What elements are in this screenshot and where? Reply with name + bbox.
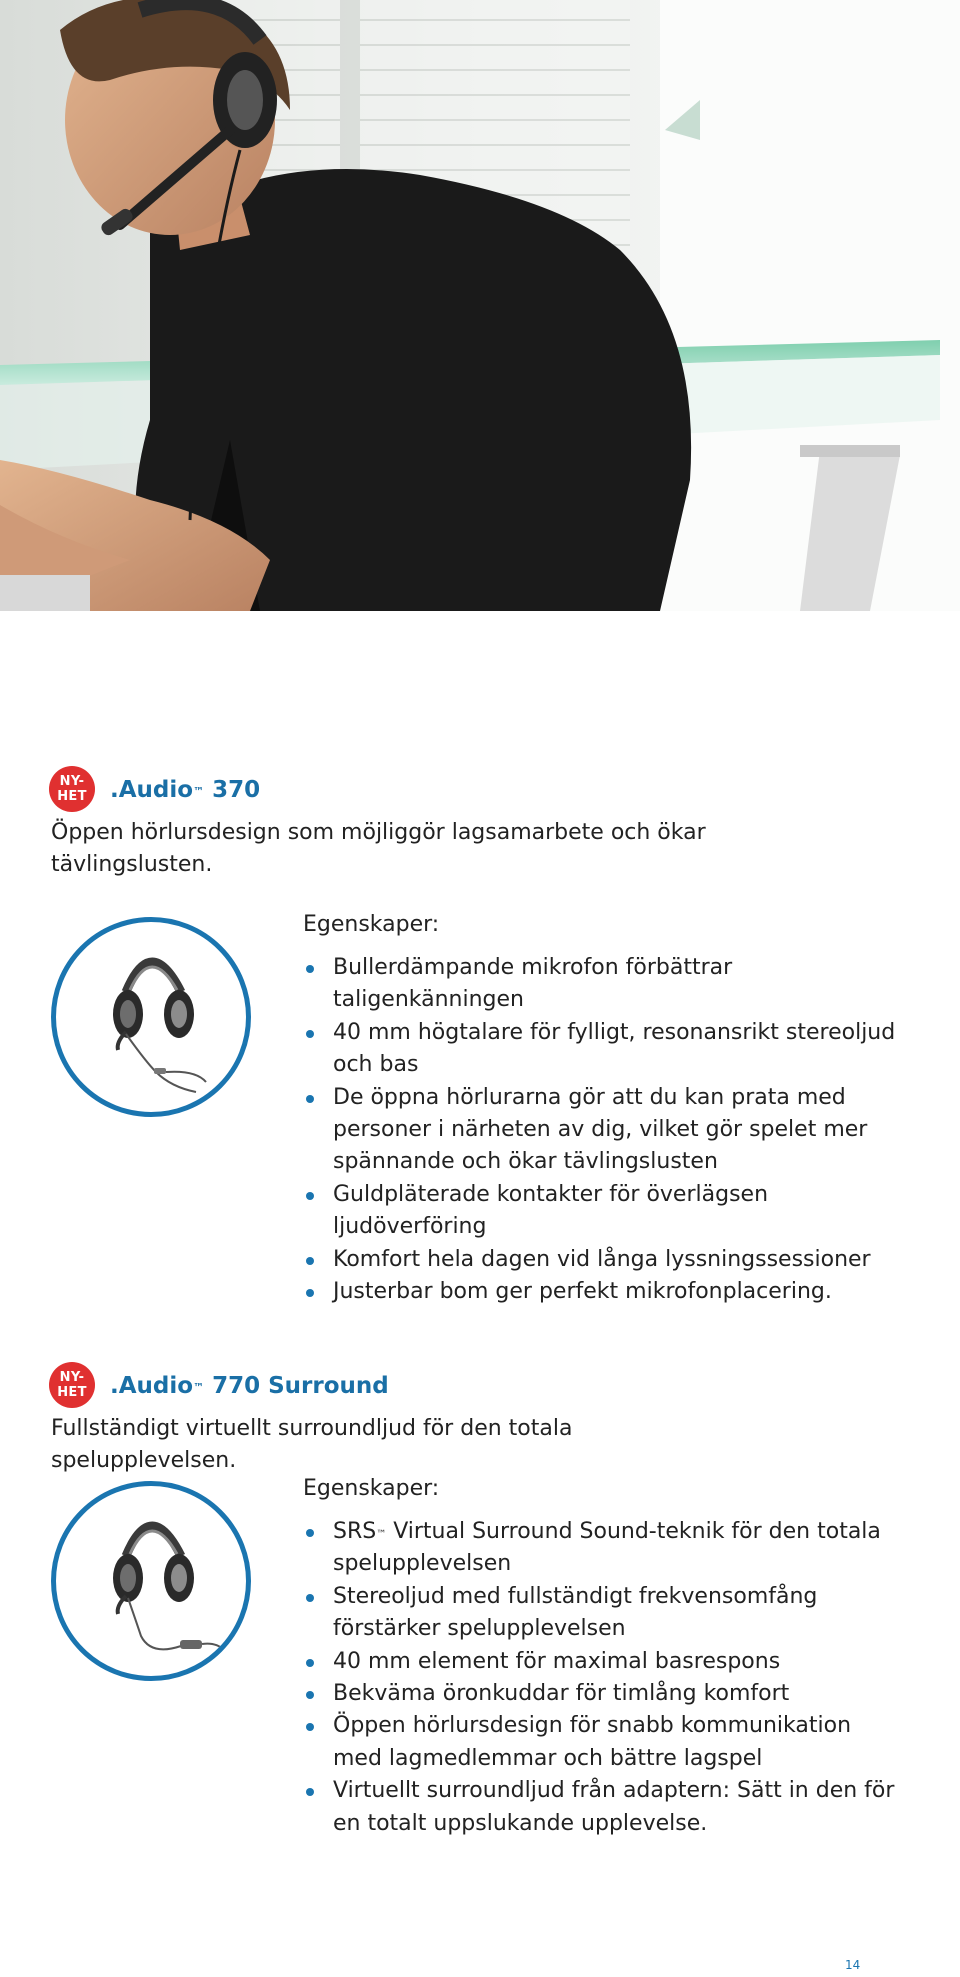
badge-line-2: HET: [57, 1385, 87, 1400]
feature-item: Stereoljud med fullständigt frekvensomfång förstärker spelupplevelsen: [303, 1581, 903, 1646]
headset-icon: [56, 922, 246, 1112]
feature-item: Bekväma öronkuddar för timlång komfort: [303, 1678, 903, 1710]
badge-line-1: NY-: [59, 774, 85, 789]
feature-item: 40 mm element för maximal basrespons: [303, 1646, 903, 1678]
product-image-circle: [51, 917, 251, 1117]
feature-item: Komfort hela dagen vid långa lyssningssessioner: [303, 1244, 903, 1276]
badge-line-1: NY-: [59, 1370, 85, 1385]
features-list: [303, 952, 903, 1308]
feature-item: Öppen hörlursdesign för snabb kommunikation med lagmedlemmar och bättre lagspel: [303, 1710, 903, 1775]
feature-item: 40 mm högtalare för fylligt, resonansrikt stereoljud och bas: [303, 1017, 903, 1082]
product-image-circle: [51, 1481, 251, 1681]
trademark: ™: [376, 1529, 387, 1540]
features-list: [303, 1516, 903, 1840]
feature-item: [303, 1516, 903, 1581]
product-tagline: Fullständigt virtuellt surroundljud för den totala spelupplevelsen.: [51, 1416, 573, 1473]
page-number: 14: [845, 1958, 861, 1972]
feature-item: De öppna hörlurarna gör att du kan prata med personer i närheten av dig, vilket gör spelet mer spännande och ökar tävlingslusten: [303, 1082, 903, 1179]
trademark: ™: [193, 1381, 205, 1394]
product-title-model: 770 Surround: [204, 1373, 389, 1399]
feature-brand: SRS: [333, 1519, 377, 1544]
hero-photo: [0, 0, 960, 611]
hero-photo-man-with-headset-icon: [0, 0, 960, 611]
feature-item: Virtuellt surroundljud från adaptern: Sätt in den för en totalt uppslukande upplevelse.: [303, 1775, 903, 1840]
new-badge: [49, 766, 95, 812]
headset-icon: [56, 1486, 246, 1676]
features-heading: Egenskaper:: [303, 1476, 440, 1501]
badge-line-2: HET: [57, 789, 87, 804]
product-title-name: .Audio: [110, 1373, 194, 1399]
feature-item: Guldpläterade kontakter för överlägsen ljudöverföring: [303, 1179, 903, 1244]
product-tagline: Öppen hörlursdesign som möjliggör lagsamarbete och ökar tävlingslusten.: [51, 820, 706, 877]
feature-text: Virtual Surround Sound-teknik för den totala spelupplevelsen: [333, 1519, 881, 1577]
product-title: [110, 776, 260, 804]
features-heading: Egenskaper:: [303, 912, 440, 937]
new-badge: [49, 1362, 95, 1408]
trademark: ™: [193, 785, 205, 798]
product-title-model: 370: [204, 777, 261, 803]
feature-item: Bullerdämpande mikrofon förbättrar taligenkänningen: [303, 952, 903, 1017]
feature-item: Justerbar bom ger perfekt mikrofonplacering.: [303, 1276, 903, 1308]
product-title-name: .Audio: [110, 777, 194, 803]
product-title: [110, 1372, 389, 1400]
